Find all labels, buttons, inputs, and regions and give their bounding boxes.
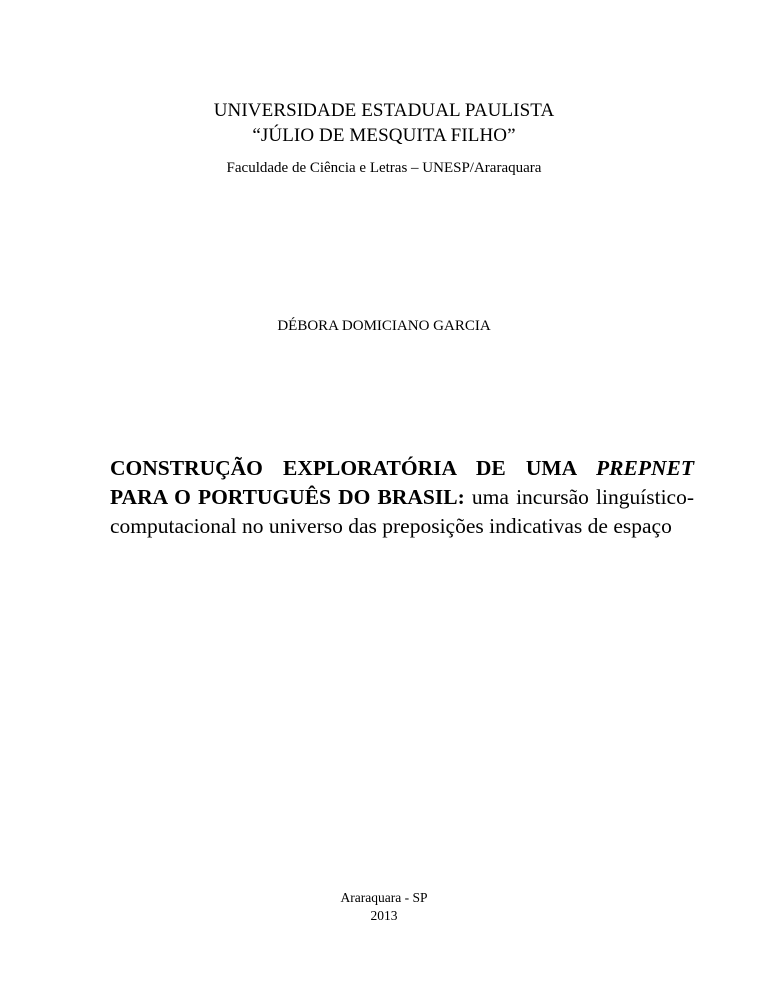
- author-name: DÉBORA DOMICIANO GARCIA: [277, 318, 491, 334]
- title-part-3: PARA O PORTUGUÊS DO BRASIL:: [110, 485, 465, 509]
- imprint-footer: [0, 889, 768, 925]
- title-prepnet: PREPNET: [596, 456, 694, 480]
- faculty-name: Faculdade de Ciência e Letras – UNESP/Araraquara: [226, 160, 542, 176]
- university-name: UNIVERSIDADE ESTADUAL PAULISTA: [213, 100, 555, 121]
- year: 2013: [370, 908, 398, 923]
- title-subtitle: uma incursão linguístico-computacional no universo das preposições indicativas de espaço: [110, 485, 694, 538]
- thesis-title: [110, 454, 694, 541]
- title-part-1: CONSTRUÇÃO EXPLORATÓRIA DE UMA: [110, 456, 597, 480]
- place: Araraquara - SP: [340, 890, 428, 905]
- university-subtitle: “JÚLIO DE MESQUITA FILHO”: [252, 125, 516, 146]
- institution-header: [0, 98, 768, 178]
